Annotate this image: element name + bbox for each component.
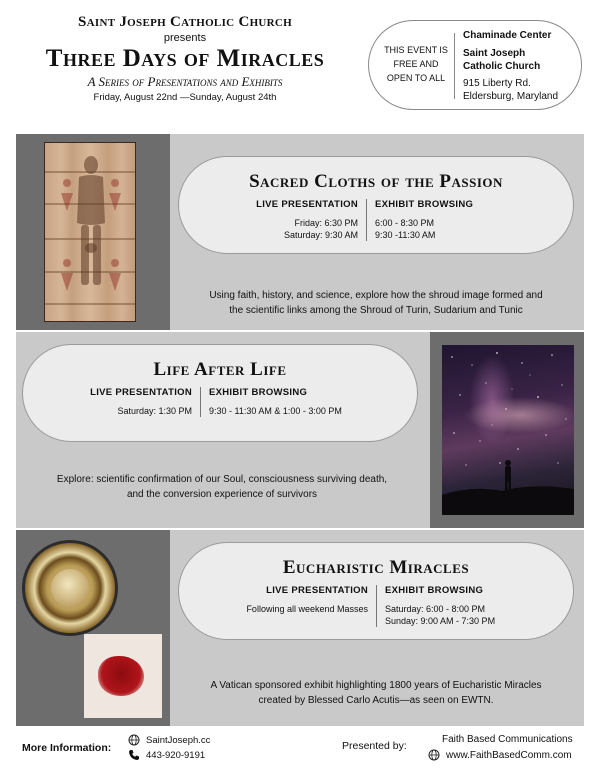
free-notice: [381, 43, 451, 85]
footer: [0, 732, 600, 772]
venue-box: [368, 20, 582, 110]
section-title: Eucharistic Miracles: [282, 557, 470, 578]
image-panel: [430, 332, 584, 528]
life-after-life-schedule: [22, 344, 418, 442]
eucharistic-miracles-schedule: [178, 542, 574, 640]
image-panel: [16, 530, 170, 726]
live-presentation-header: LIVE PRESENTATION: [90, 387, 192, 398]
church-name: Saint Joseph Catholic Church: [77, 14, 293, 30]
exhibit-time-2: Sunday: 9:00 AM - 7:30 PM: [385, 616, 496, 626]
venue-divider: [454, 33, 455, 99]
image-panel: [16, 134, 170, 330]
sacred-cloths-schedule: [178, 156, 574, 254]
exhibit-time-1: Saturday: 6:00 - 8:00 PM: [385, 604, 486, 614]
live-presentation-header: LIVE PRESENTATION: [256, 199, 358, 210]
website-text: SaintJoseph.cc: [146, 734, 211, 746]
venue-address-line-1: 915 Liberty Rd.: [463, 78, 531, 89]
live-time-1: Friday: 6:30 PM: [294, 218, 358, 228]
shroud-of-turin-image: [44, 142, 136, 322]
section-title: Life After Life: [153, 359, 287, 380]
description-line-1: A Vatican sponsored exhibit highlighting 1800 years of Eucharistic Miracles: [210, 680, 542, 691]
description-line-1: Using faith, history, and science, explore how the shroud image formed and: [209, 290, 543, 301]
free-line-2: FREE AND: [393, 59, 439, 69]
section-title: Sacred Cloths of the Passion: [249, 171, 503, 192]
live-time-1: Saturday: 1:30 PM: [117, 406, 192, 416]
header: [0, 14, 370, 103]
section-description: [178, 288, 574, 318]
sponsor-website-link[interactable]: [428, 749, 572, 761]
free-line-3: OPEN TO ALL: [386, 73, 446, 83]
description-line-2: and the conversion experience of survivors: [126, 489, 318, 500]
globe-icon: [428, 749, 440, 761]
venue-church-line-2: Catholic Church: [463, 61, 541, 72]
section-eucharistic-miracles: [16, 530, 584, 726]
website-link[interactable]: [128, 734, 210, 746]
blood-cloth-image: [84, 634, 162, 718]
event-dates: Friday, August 22nd —Sunday, August 24th: [93, 92, 277, 103]
exhibit-time-1: 9:30 - 11:30 AM & 1:00 - 3:00 PM: [209, 406, 342, 416]
section-description: [22, 472, 422, 502]
more-information-label: More Information:: [22, 742, 112, 754]
milky-way-image: [442, 345, 574, 515]
section-sacred-cloths: [16, 134, 584, 330]
monstrance-image: [22, 540, 118, 636]
live-presentation-column: [236, 199, 366, 241]
section-description: [178, 678, 574, 708]
phone-text: 443-920-9191: [146, 749, 206, 761]
venue-church-line-1: Saint Joseph: [463, 48, 526, 59]
exhibit-browsing-header: EXHIBIT BROWSING: [375, 199, 474, 210]
phone-icon: [128, 749, 140, 761]
presented-by-label: Presented by:: [342, 740, 407, 752]
description-line-1: Explore: scientific confirmation of our Soul, consciousness surviving death,: [56, 474, 388, 485]
exhibit-time-2: 9:30 -11:30 AM: [375, 230, 436, 240]
live-presentation-header: LIVE PRESENTATION: [266, 585, 368, 596]
event-title: Three Days of Miracles: [45, 45, 325, 72]
exhibit-browsing-header: EXHIBIT BROWSING: [209, 387, 308, 398]
event-subtitle: A Series of Presentations and Exhibits: [87, 74, 283, 89]
free-line-1: THIS EVENT IS: [384, 45, 448, 55]
exhibit-time-1: 6:00 - 8:30 PM: [375, 218, 435, 228]
live-time-2: Saturday: 9:30 AM: [283, 230, 358, 240]
globe-icon: [128, 734, 140, 746]
section-life-after-life: [16, 332, 584, 528]
host-icon: [51, 569, 89, 607]
sponsor-website-text: www.FaithBasedComm.com: [446, 749, 572, 761]
sponsor-name: Faith Based Communications: [442, 734, 573, 745]
exhibit-browsing-column: [200, 387, 370, 417]
exhibit-browsing-column: [366, 199, 516, 241]
venue-center: Chaminade Center: [463, 30, 552, 41]
exhibit-browsing-header: EXHIBIT BROWSING: [385, 585, 484, 596]
venue-info: [463, 29, 581, 103]
venue-address-line-2: Eldersburg, Maryland: [463, 91, 559, 102]
live-presentation-column: [226, 585, 376, 627]
presents-text: presents: [163, 32, 207, 44]
description-line-2: created by Blessed Carlo Acutis—as seen on EWTN.: [258, 695, 494, 706]
exhibit-browsing-column: [376, 585, 526, 627]
live-time-1: Following all weekend Masses: [246, 604, 368, 614]
phone-link[interactable]: [128, 749, 205, 761]
description-line-2: the scientific links among the Shroud of Turin, Sudarium and Tunic: [229, 305, 523, 316]
live-presentation-column: [70, 387, 200, 417]
